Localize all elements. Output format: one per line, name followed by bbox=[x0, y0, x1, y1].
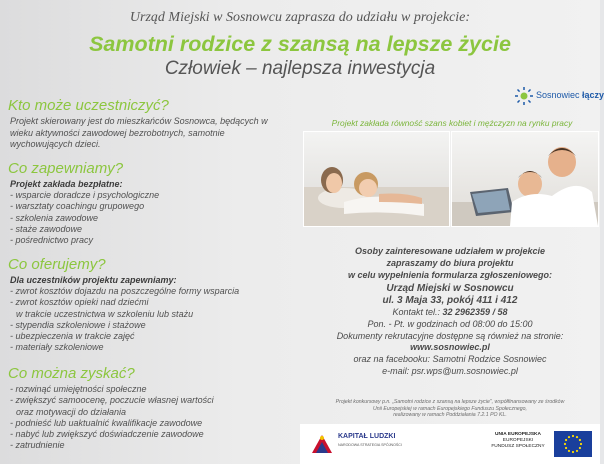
eu-line: UNIA EUROPEJSKA bbox=[495, 432, 541, 437]
contact-intro-3: w celu wypełnienia formularza zgłoszeniowego: bbox=[347, 269, 553, 280]
heading-provide: Co zapewniamy? bbox=[8, 160, 124, 177]
eu-star bbox=[579, 447, 581, 449]
eu-star bbox=[572, 435, 574, 437]
contact-email[interactable]: e-mail: psr.wps@um.sosnowiec.pl bbox=[382, 365, 518, 376]
header-subtitle: Człowiek – najlepsza inwestycja bbox=[164, 58, 436, 79]
footnote-line: Projekt konkursowy p.n. „Samotni rodzice z szansą na lepsze życie”, współfinansowany ze środków bbox=[335, 399, 565, 405]
sosnowiec-logo-text: Sosnowiec łączy bbox=[536, 90, 604, 100]
eu-text bbox=[486, 432, 550, 449]
contact-hours: Pon. - Pt. w godzinach od 08:00 do 15:00 bbox=[367, 318, 533, 329]
gain-list bbox=[10, 384, 295, 452]
footnote bbox=[305, 399, 595, 419]
contact-block bbox=[300, 246, 600, 378]
heading-offer: Co oferujemy? bbox=[8, 256, 106, 273]
eu-star bbox=[565, 447, 567, 449]
eu-star bbox=[576, 436, 578, 438]
contact-phone-row bbox=[300, 307, 600, 319]
list-item: - pośrednictwo pracy bbox=[10, 235, 280, 246]
eu-flag-icon bbox=[554, 431, 592, 457]
eu-star bbox=[572, 451, 574, 453]
heading-who: Kto może uczestniczyć? bbox=[8, 97, 169, 114]
kapital-ludzki-logo-icon bbox=[308, 431, 336, 457]
family-illustration-icon bbox=[304, 132, 449, 226]
eu-star bbox=[568, 436, 570, 438]
contact-intro-1: Osoby zainteresowane udziałem w projekcie bbox=[354, 246, 546, 256]
list-item: - rozwinąć umiejętności społeczne bbox=[10, 384, 295, 395]
list-item: - zwrot kosztów opieki nad dziećmi bbox=[10, 297, 295, 308]
offer-lead: Dla uczestników projektu zapewniamy: bbox=[10, 275, 177, 285]
list-item: - warsztaty coachingu grupowego bbox=[10, 201, 280, 212]
eu-star bbox=[564, 443, 566, 445]
list-item: - zwiększyć samoocenę, poczucie własnej wartości bbox=[10, 395, 295, 406]
provide-list bbox=[10, 190, 280, 246]
eu-star bbox=[579, 439, 581, 441]
list-item: - stypendia szkoleniowe i stażowe bbox=[10, 320, 295, 331]
list-item: - szkolenia zawodowe bbox=[10, 213, 280, 224]
equal-opportunity-note: Projekt zakłada równość szans kobiet i mężczyzn na rynku pracy bbox=[331, 118, 573, 128]
eu-line: EUROPEJSKI bbox=[502, 437, 534, 443]
sosnowiec-logo bbox=[514, 86, 604, 106]
list-item: - ubezpieczenia w trakcie zajęć bbox=[10, 331, 295, 342]
header-title: Samotni rodzice z szansą na lepsze życie bbox=[89, 32, 511, 56]
list-item: - staże zawodowe bbox=[10, 224, 280, 235]
eu-star bbox=[565, 439, 567, 441]
list-item: w trakcie uczestnictwa w szkoleniu lub stażu bbox=[16, 308, 194, 319]
photo-mother-child bbox=[303, 131, 450, 227]
contact-facebook: oraz na facebooku: Samotni Rodzice Sosnowiec bbox=[353, 354, 547, 365]
eu-star bbox=[580, 443, 582, 445]
contact-intro-2: zapraszamy do biura projektu bbox=[386, 257, 514, 268]
family-laptop-illustration-icon bbox=[452, 132, 598, 226]
contact-website-link[interactable]: www.sosnowiec.pl bbox=[410, 342, 490, 353]
header-inviter: Urząd Miejski w Sosnowcu zaprasza do udziału w projekcie: bbox=[129, 10, 471, 25]
list-item: - wsparcie doradcze i psychologiczne bbox=[10, 190, 280, 201]
contact-office: Urząd Miejski w Sosnowcu bbox=[386, 283, 514, 295]
phone-number[interactable]: 32 2962359 / 58 bbox=[442, 306, 508, 317]
heading-gain: Co można zyskać? bbox=[8, 365, 135, 382]
kapital-ludzki-text: KAPITAŁ LUDZKI bbox=[338, 433, 396, 440]
kapital-ludzki-subtext: NARODOWA STRATEGIA SPÓJNOŚCI bbox=[338, 443, 402, 447]
list-item: - zatrudnienie bbox=[10, 440, 295, 451]
contact-address: ul. 3 Maja 33, pokój 411 i 412 bbox=[382, 295, 518, 307]
phone-label: Kontakt tel.: bbox=[392, 306, 443, 317]
provide-lead: Projekt zakłada bezpłatne: bbox=[10, 179, 123, 189]
eu-line: FUNDUSZ SPOŁECZNY bbox=[491, 443, 545, 449]
list-item: - podnieść lub uaktualnić kwalifikacje zawodowe bbox=[10, 418, 295, 429]
photo-father-child bbox=[451, 131, 599, 227]
contact-docs: Dokumenty rekrutacyjne dostępne są również na stronie: bbox=[336, 330, 564, 341]
eu-star bbox=[568, 450, 570, 452]
footnote-line: realizowany w ramach Poddziałania 7.2.1 PO KL. bbox=[393, 412, 507, 419]
who-text: Projekt skierowany jest do mieszkańców Sosnowca, będących w wieku aktywności zawodowej bezrobotnych, samotnie wychowujących dzieci. bbox=[10, 116, 268, 149]
list-item: - materiały szkoleniowe bbox=[10, 342, 295, 353]
footnote-line: Unii Europejskiej w ramach Europejskiego Funduszu Społecznego, bbox=[373, 405, 527, 412]
offer-list bbox=[10, 286, 295, 354]
logos-bar bbox=[300, 424, 600, 464]
eu-star bbox=[576, 450, 578, 452]
sun-icon bbox=[514, 86, 534, 106]
list-item: oraz motywacji do działania bbox=[16, 406, 127, 417]
list-item: - nabyć lub zwiększyć doświadczenie zawodowe bbox=[10, 429, 295, 440]
list-item: - zwrot kosztów dojazdu na poszczególne formy wsparcia bbox=[10, 286, 295, 297]
